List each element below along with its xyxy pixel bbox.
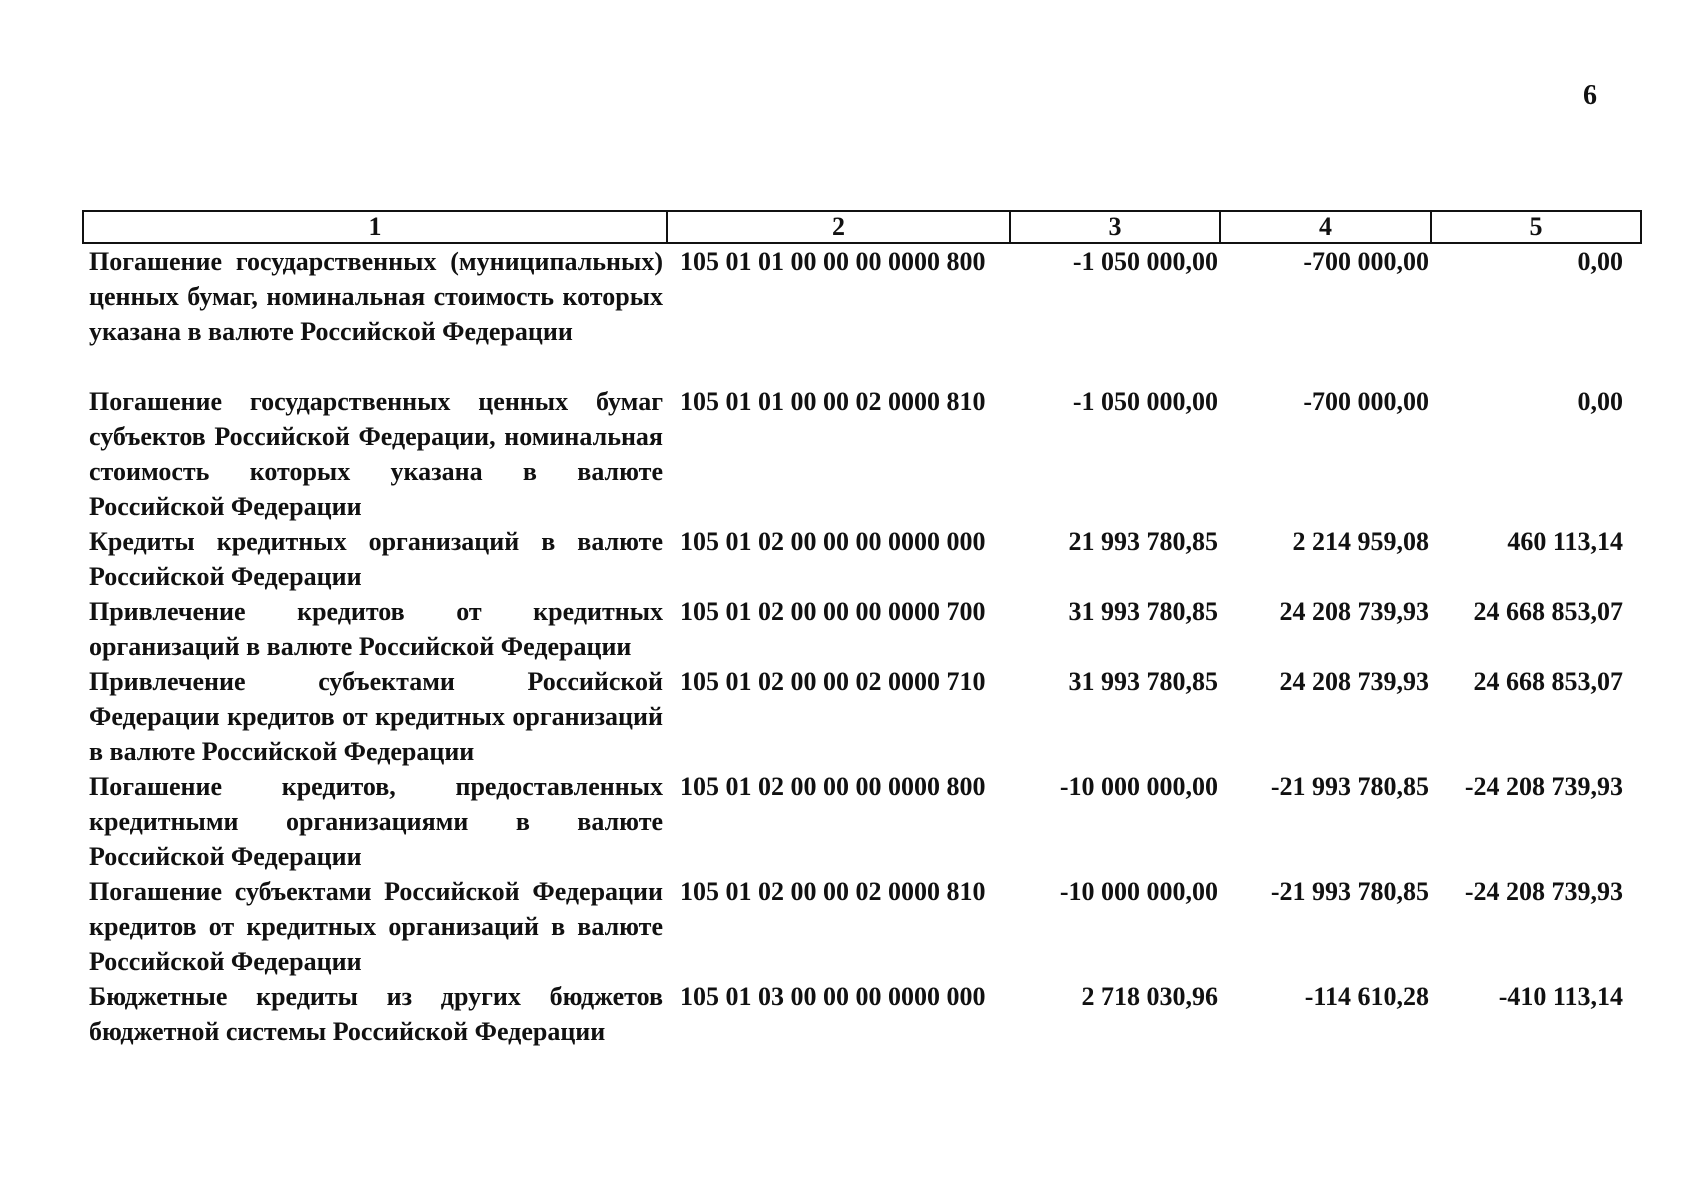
row-code: 105 01 02 00 00 02 0000 810 (680, 877, 986, 906)
row-value-col5: -24 208 739,93 (1464, 772, 1623, 801)
row-value-col3: -1 050 000,00 (1072, 387, 1218, 416)
row-value-col4: -21 993 780,85 (1270, 877, 1429, 906)
row-value-col5: 460 113,14 (1507, 527, 1623, 556)
row-value-col3: -1 050 000,00 (1072, 247, 1218, 276)
row-value-col3: 21 993 780,85 (1068, 527, 1218, 556)
row-value-col4: -700 000,00 (1303, 247, 1429, 276)
table-row (83, 524, 1641, 594)
row-description: Погашение кредитов, предоставленных кредитными организациями в валюте Российской Федерации (89, 772, 663, 871)
row-value-col5: 0,00 (1577, 247, 1623, 276)
header-col-4: 4 (1220, 211, 1431, 243)
row-value-col4: -700 000,00 (1303, 387, 1429, 416)
row-value-col4: 24 208 739,93 (1279, 667, 1429, 696)
row-value-col5: -24 208 739,93 (1464, 877, 1623, 906)
table-row (83, 979, 1641, 1049)
header-col-1: 1 (83, 211, 667, 243)
row-value-col4: -21 993 780,85 (1270, 772, 1429, 801)
row-code: 105 01 03 00 00 00 0000 000 (680, 982, 986, 1011)
header-col-3: 3 (1010, 211, 1220, 243)
row-value-col4: 24 208 739,93 (1279, 597, 1429, 626)
row-value-col5: 24 668 853,07 (1473, 667, 1623, 696)
row-value-col5: -410 113,14 (1498, 982, 1623, 1011)
row-code: 105 01 02 00 00 02 0000 710 (680, 667, 986, 696)
row-value-col4: 2 214 959,08 (1292, 527, 1429, 556)
row-description: Погашение государственных ценных бумаг субъектов Российской Федерации, номинальная стоимость которых указана в валюте Российской Федерации (89, 387, 663, 521)
table-row (83, 664, 1641, 769)
row-description: Погашение субъектами Российской Федерации кредитов от кредитных организаций в валюте Российской Федерации (89, 877, 663, 976)
row-value-col3: -10 000 000,00 (1059, 772, 1218, 801)
table-body (83, 243, 1641, 1049)
row-value-col3: -10 000 000,00 (1059, 877, 1218, 906)
table-header (83, 211, 1641, 243)
row-value-col3: 31 993 780,85 (1068, 667, 1218, 696)
row-description: Погашение государственных (муниципальных) ценных бумаг, номинальная стоимость которых указана в валюте Российской Федерации (89, 247, 663, 346)
row-description: Привлечение кредитов от кредитных организаций в валюте Российской Федерации (89, 597, 663, 661)
row-code: 105 01 02 00 00 00 0000 800 (680, 772, 986, 801)
row-value-col3: 31 993 780,85 (1068, 597, 1218, 626)
row-code: 105 01 01 00 00 00 0000 800 (680, 247, 986, 276)
row-value-col3: 2 718 030,96 (1081, 982, 1218, 1011)
table-row (83, 594, 1641, 664)
row-description: Привлечение субъектами Российской Федерации кредитов от кредитных организаций в валюте Российской Федерации (89, 667, 663, 766)
row-description: Бюджетные кредиты из других бюджетов бюджетной системы Российской Федерации (89, 982, 663, 1046)
table-row (83, 243, 1641, 384)
table-row (83, 384, 1641, 524)
row-code: 105 01 02 00 00 00 0000 000 (680, 527, 986, 556)
row-value-col5: 0,00 (1577, 387, 1623, 416)
row-value-col5: 24 668 853,07 (1473, 597, 1623, 626)
budget-sources-table (82, 210, 1642, 1049)
header-row (83, 211, 1641, 243)
page-number: 6 (1583, 80, 1597, 111)
row-value-col4: -114 610,28 (1304, 982, 1429, 1011)
header-col-5: 5 (1431, 211, 1641, 243)
row-code: 105 01 01 00 00 02 0000 810 (680, 387, 986, 416)
header-col-2: 2 (667, 211, 1010, 243)
table-row (83, 769, 1641, 874)
table-row (83, 874, 1641, 979)
row-description: Кредиты кредитных организаций в валюте Российской Федерации (89, 527, 663, 591)
row-code: 105 01 02 00 00 00 0000 700 (680, 597, 986, 626)
